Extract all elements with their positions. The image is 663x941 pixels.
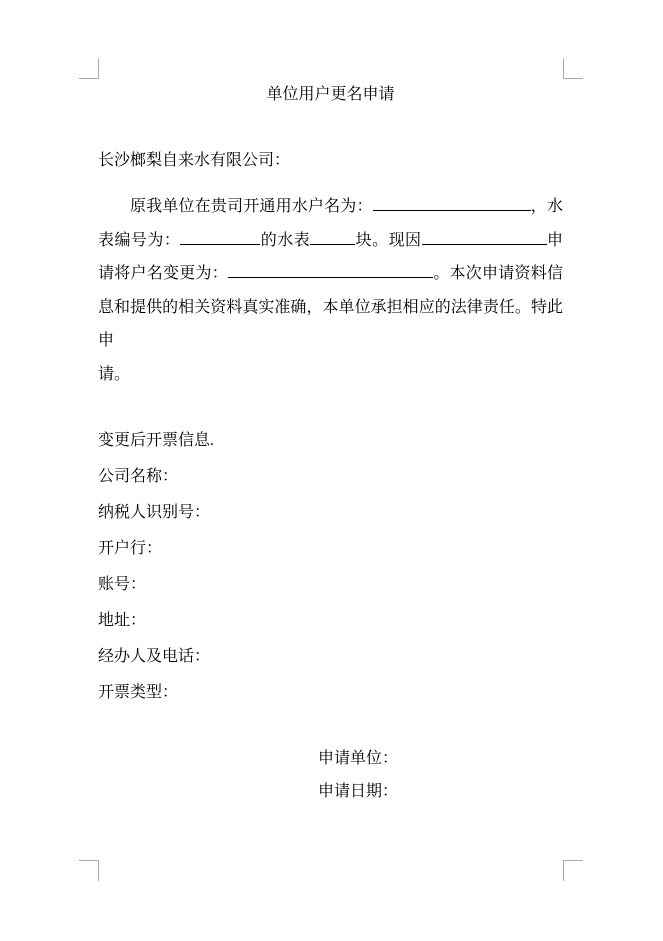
body-paragraph — [98, 190, 563, 391]
application-date-label: 申请日期： — [318, 783, 399, 800]
paragraph-text: ，水 — [530, 198, 563, 215]
paragraph-text: 的水表 — [260, 231, 311, 249]
invoice-field-label: 公司名称： — [98, 468, 179, 485]
invoice-field-label: 纳税人识别号： — [98, 504, 211, 521]
text-area — [98, 78, 563, 808]
invoice-field-label: 地址： — [98, 612, 147, 629]
paragraph-text: 原我单位在贵司开通用水户名为： — [130, 198, 373, 215]
crop-mark-top-left — [79, 58, 99, 79]
applicant-unit-label: 申请单位： — [318, 750, 399, 767]
paragraph-text: 表编号为： — [98, 231, 181, 249]
signature-block — [318, 742, 563, 808]
document-title: 单位用户更名申请 — [266, 86, 395, 103]
paragraph-text: 。本次申请资料信 — [433, 265, 563, 282]
crop-mark-bottom-left — [79, 860, 99, 881]
fill-in-blank[interactable] — [180, 229, 260, 245]
paragraph-text: 息和提供的相关资料真实准确，本单位承担相应的法律责任。特此申 — [98, 298, 563, 349]
paragraph-line — [98, 190, 563, 224]
crop-mark-top-right — [563, 58, 583, 79]
crop-mark-bottom-right — [563, 860, 583, 881]
invoice-section-heading: 变更后开票信息. — [98, 432, 215, 449]
invoice-field-label: 经办人及电话： — [98, 648, 211, 665]
paragraph-text: 块。现因 — [355, 231, 422, 249]
fill-in-blank[interactable] — [422, 229, 547, 245]
paragraph-text: 申 — [546, 231, 563, 249]
paragraph-line — [98, 291, 563, 358]
paragraph-text: 请。 — [98, 365, 131, 383]
invoice-field-list — [98, 459, 563, 711]
paragraph-line — [98, 358, 563, 392]
paragraph-line — [98, 257, 563, 291]
invoice-field-label: 开户行： — [98, 540, 163, 557]
paragraph-text: 请将户名变更为： — [98, 265, 228, 282]
fill-in-blank[interactable] — [373, 195, 531, 211]
invoice-info-section — [98, 423, 563, 711]
invoice-field-label: 开票类型： — [98, 684, 179, 701]
fill-in-blank[interactable] — [228, 262, 433, 278]
fill-in-blank[interactable] — [310, 229, 355, 245]
invoice-field-label: 账号： — [98, 576, 147, 593]
salutation: 长沙榔梨自来水有限公司： — [98, 152, 291, 169]
paragraph-line — [98, 224, 563, 258]
